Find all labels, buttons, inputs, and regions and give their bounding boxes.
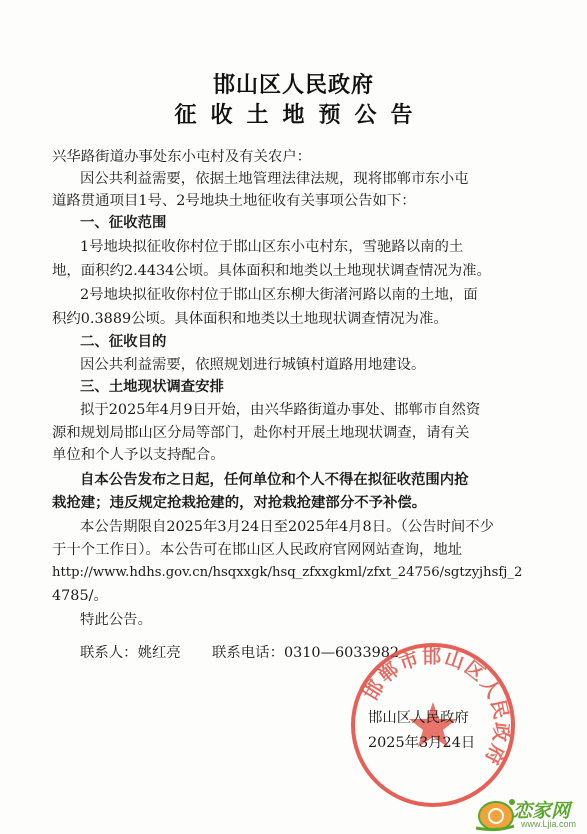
section3-line-2: 源和规划局邯山区分局等部门，赴你村开展土地现状调查，请有关: [52, 425, 470, 441]
watermark-text: 恋家网: [513, 801, 571, 822]
section1-heading: 一、征收范围: [80, 214, 167, 231]
warning-line-1: 自本公告发布之日起，任何单位和个人不得在拟征收范围内抢: [80, 471, 469, 488]
contact-person: [80, 641, 181, 662]
contact-person-label: 联系人：: [80, 645, 138, 661]
section3-heading: 三、土地现状调查安排: [80, 378, 224, 395]
section3-line-1: 拟于2025年4月9日开始，由兴华路街道办事处、邯郸市自然资: [80, 402, 481, 418]
plot2-line-2: 积约0.3889公顷。具体面积和地类以土地现状调查情况为准。: [52, 311, 448, 327]
plot1-line-2: 地，面积约2.4434公顷。具体面积和地类以土地现状调查情况为准。: [52, 263, 491, 279]
seal-text: 邯郸市邯山区人民政府: [360, 645, 513, 770]
section2-body: 因公共利益需要，依照规划进行城镇村道路用地建设。: [80, 357, 426, 373]
period-line-2: 于十个工作日）。本公告可在邯山区人民政府官网网站查询，地址: [52, 542, 463, 558]
period-url: http://www.hdhs.gov.cn/hsqxxgk/hsq_zfxxgkml/zfxt_24756/sgtzyjhsfj_2: [52, 565, 523, 580]
contact-phone-number: 0310—6033982: [283, 645, 400, 661]
period-line-4: 4785/。: [52, 588, 108, 604]
title-line1: 邯山区人民政府: [212, 72, 374, 98]
watermark-url: www.Ljia.com: [521, 819, 577, 829]
signature-org: 邯山区人民政府: [368, 710, 469, 726]
contact-phone-label: 联系电话：: [212, 645, 284, 661]
plot1-line-1: 1号地块拟征收你村位于邯山区东小屯村东，雪驰路以南的土: [80, 239, 464, 255]
section2-heading: 二、征收目的: [80, 333, 167, 350]
contact-person-name: 姚红亮: [137, 645, 181, 661]
closing: 特此公告。: [80, 612, 152, 628]
addressee: 兴华路街道办事处东小屯村及有关农户：: [52, 149, 312, 165]
title-line2: 征收土地预公告: [174, 102, 427, 128]
plot2-line-1: 2号地块拟征收你村位于邯山区东柳大街渚河路以南的土地，面: [80, 287, 478, 303]
intro-line-1: 因公共利益需要，依据土地管理法律法规，现将邯郸市东小屯: [80, 171, 469, 187]
period-line-1: 本公告期限自2025年3月24日至2025年4月8日。（公告时间不少: [80, 519, 495, 535]
section3-line-3: 单位和个人予以支持配合。: [52, 447, 225, 463]
signature-date: 2025年3月24日: [368, 735, 476, 751]
warning-line-2: 栽抢建；违反规定抢栽抢建的，对抢栽抢建部分不予补偿。: [52, 494, 427, 511]
intro-line-2: 道路贯通项目1号、2号地块土地征收有关事项公告如下：: [52, 193, 416, 209]
